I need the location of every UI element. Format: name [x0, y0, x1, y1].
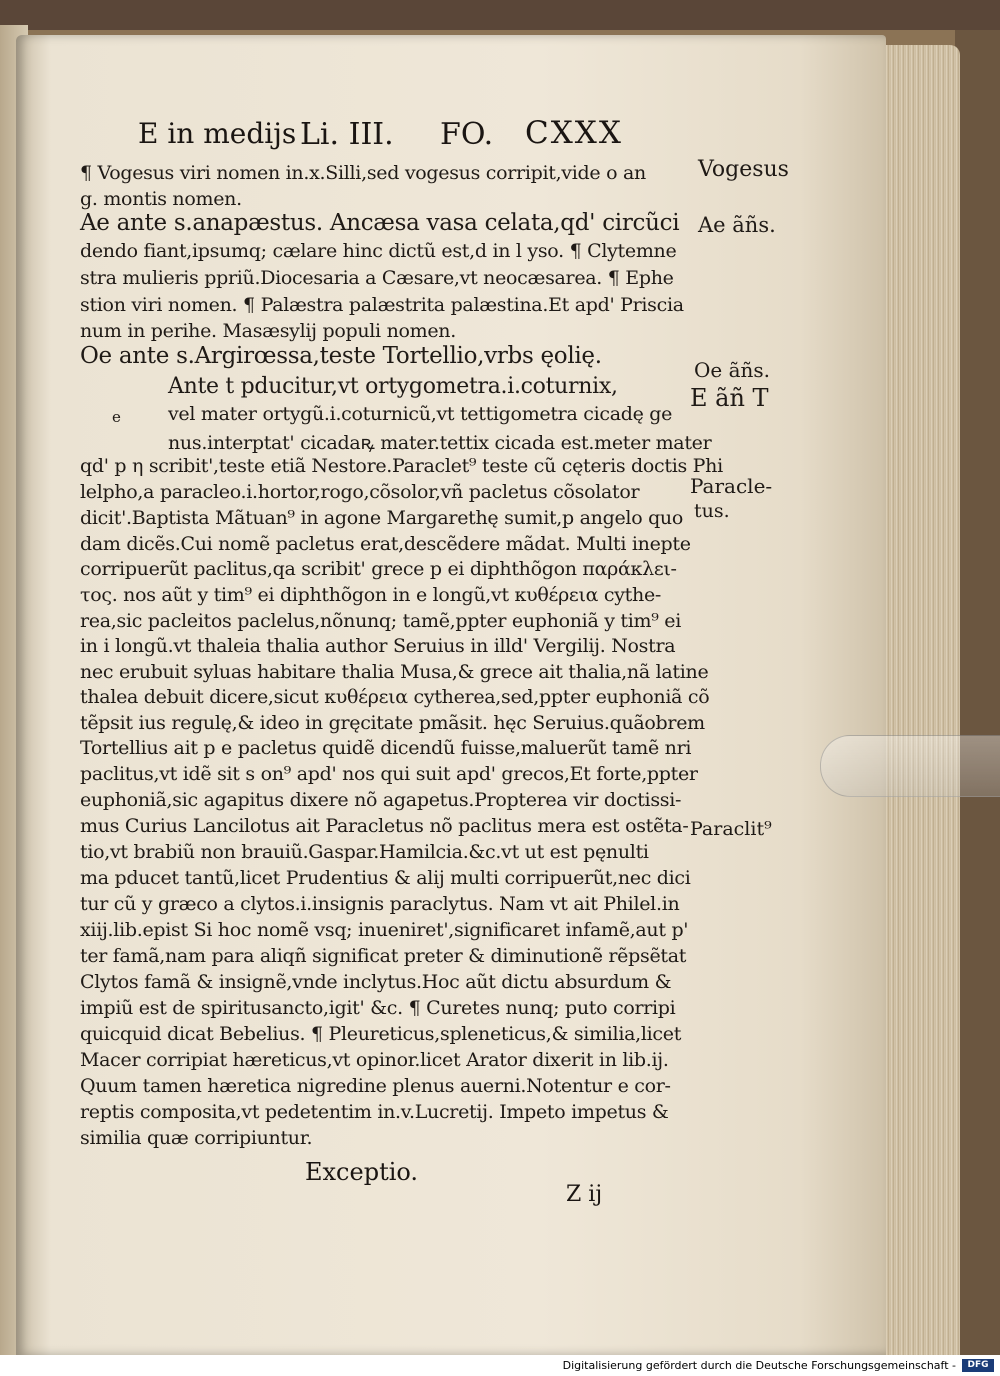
- text-line: Clytos famã & insignẽ,vnde inclytus.Hoc aũt dictu absurdum &: [80, 971, 672, 993]
- signature-mark: Z ij: [566, 1182, 603, 1207]
- text-line: ¶ Vogesus viri nomen in.x.Silli,sed vogesus corripit,vide o an: [80, 162, 646, 184]
- folio-label: FO.: [440, 117, 494, 152]
- section-heading-ae: Ae ante s.anapæstus. Ancæsa vasa celata,qd' circũci: [80, 210, 680, 236]
- text-line: vel mater ortygũ.i.coturnicũ,vt tettigometra cicadę ge: [168, 403, 673, 425]
- margin-note-e-ante-t: E ãñ T: [690, 384, 769, 412]
- section-heading-ante-t: Ante t pducitur,vt ortygometra.i.coturnix,: [168, 374, 618, 399]
- header-catchword: E in medijs: [138, 117, 297, 150]
- text-line: stion viri nomen. ¶ Palæstra palæstrita palæstina.Et apd' Priscia: [80, 294, 684, 316]
- book-cover-edge: [955, 30, 1000, 1355]
- text-line: euphoniã,sic agapitus dixere nõ agapetus.Propterea vir doctissi-: [80, 789, 682, 811]
- margin-note-vogesus: Vogesus: [698, 157, 789, 182]
- text-line: nus.interptat' cicadaꝶ mater.tettix cicada est.meter mater: [168, 432, 712, 454]
- margin-note-paraclestus-1: Paracle-: [690, 474, 773, 498]
- text-line: nec erubuit syluas habitare thalia Musa,& grece ait thalia,nã latine: [80, 661, 709, 683]
- text-line: stra mulieris ppriũ.Diocesaria a Cæsare,vt neocæsarea. ¶ Ephe: [80, 267, 674, 289]
- running-title: Li. III.: [300, 117, 394, 152]
- section-heading-oe: Oe ante s.Argirœssa,teste Tortellio,vrbs ęolię.: [80, 343, 602, 369]
- text-line: dendo fiant,ipsumq; cælare hinc dictũ est,d in l yso. ¶ Clytemne: [80, 240, 677, 262]
- folio-number: CXXX: [525, 115, 623, 151]
- text-line: tẽpsit ius regulę,& ideo in gręcitate pmãsit. hęc Seruius.quãobrem: [80, 712, 705, 734]
- text-line: qd' p η scribit',teste etiã Nestore.Paraclet⁹ teste cũ cęteris doctis Phi: [80, 455, 723, 477]
- margin-note-ae: Ae ãñs.: [698, 213, 776, 237]
- text-line: g. montis nomen.: [80, 188, 242, 210]
- margin-note-oe: Oe ãñs.: [694, 358, 771, 382]
- bookmark-tab: [820, 735, 1000, 797]
- text-line: corripuerũt paclitus,qa scribit' grece p ei diphthõgon παράκλει-: [80, 558, 677, 580]
- text-line: in i longũ.vt thaleia thalia author Seruius in illd' Vergilij. Nostra: [80, 635, 676, 657]
- text-line: xiij.lib.epist Si hoc nomẽ vsq; inueniret',significaret infamẽ,aut p': [80, 919, 689, 941]
- text-line: Macer corripiat hæreticus,vt opinor.licet Arator dixerit in lib.ij.: [80, 1049, 669, 1071]
- text-line: mus Curius Lancilotus ait Paracletus nõ paclitus mera est ostẽta-: [80, 815, 689, 837]
- scan-background: [0, 0, 1000, 30]
- footer-bar: [0, 1356, 1000, 1376]
- text-line: dicit'.Baptista Mãtuan⁹ in agone Margarethę sumit,p angelo quo: [80, 507, 684, 529]
- text-line: tur cũ y græco a clytos.i.insignis paraclytus. Nam vt ait Philel.in: [80, 893, 680, 915]
- text-line: similia quæ corripiuntur.: [80, 1127, 313, 1149]
- footer-credit: Digitalisierung gefördert durch die Deutsche Forschungsgemeinschaft -: [562, 1359, 956, 1372]
- text-line: paclitus,vt idẽ sit s on⁹ apd' nos qui suit apd' grecos,Et forte,ppter: [80, 763, 698, 785]
- margin-note-paraclitus: Paraclit⁹: [690, 818, 772, 840]
- text-line: dam dicẽs.Cui nomẽ pacletus erat,descẽdere mãdat. Multi inepte: [80, 533, 691, 555]
- small-marker: e: [112, 408, 121, 426]
- catchword-bottom: Exceptio.: [305, 1158, 419, 1186]
- dfg-logo-icon: DFG: [962, 1359, 994, 1372]
- text-line: rea,sic pacleitos paclelus,nõnunq; tamẽ,ppter euphoniã y tim⁹ ei: [80, 610, 682, 632]
- text-line: ter famã,nam para aliqñ significat preter & diminutionẽ rẽpsẽtat: [80, 945, 687, 967]
- text-line: ma pducet tantũ,licet Prudentius & alij multi corripuerũt,nec dici: [80, 867, 691, 889]
- text-line: lelpho,a paracleo.i.hortor,rogo,cõsolor,vñ pacletus cõsolator: [80, 481, 640, 503]
- text-line: Quum tamen hæretica nigredine plenus auerni.Notentur e cor-: [80, 1075, 671, 1097]
- text-line: impiũ est de spiritusancto,igit' &c. ¶ Curetes nunq; puto corripi: [80, 997, 676, 1019]
- text-line: num in perihe. Masæsylij populi nomen.: [80, 320, 456, 342]
- margin-note-paraclestus-2: tus.: [694, 500, 730, 522]
- text-line: tio,vt brabiũ non brauiũ.Gaspar.Hamilcia.&c.vt ut est pęnulti: [80, 841, 649, 863]
- text-line: thalea debuit dicere,sicut κυθέρεια cytherea,sed,ppter euphoniã cõ: [80, 686, 710, 708]
- page-stack-edges: [880, 45, 960, 1355]
- text-line: Tortellius ait p e pacletus quidẽ dicendũ fuisse,maluerũt tamẽ nri: [80, 737, 692, 759]
- text-line: τος. nos aũt y tim⁹ ei diphthõgon in e longũ,vt κυθέρεια cythe-: [80, 584, 662, 606]
- text-line: quicquid dicat Bebelius. ¶ Pleureticus,spleneticus,& similia,licet: [80, 1023, 682, 1045]
- text-line: reptis composita,vt pedetentim in.v.Lucretij. Impeto impetus &: [80, 1101, 669, 1123]
